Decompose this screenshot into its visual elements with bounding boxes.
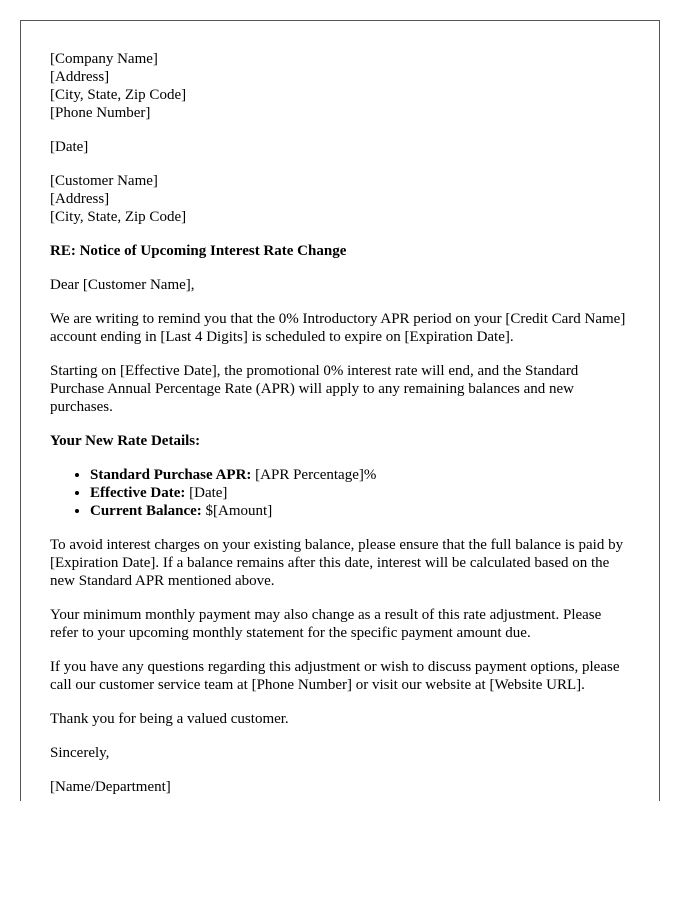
rate-details-list	[50, 466, 629, 520]
recipient-address-block	[50, 172, 629, 226]
rate-detail-item	[90, 466, 629, 484]
recipient-address: [Address]	[50, 191, 110, 207]
signature-line: [Name/Department]	[50, 779, 171, 795]
closing: Sincerely,	[50, 745, 110, 761]
paragraph-questions: If you have any questions regarding this adjustment or wish to discuss payment options, please call our customer service team at [Phone Number] or visit our website at [Website URL].	[50, 659, 620, 693]
paragraph-avoid-interest: To avoid interest charges on your existing balance, please ensure that the full balance is paid by [Expiration Date]. If a balance remains after this date, interest will be calculated based on the new Standard APR mentioned above.	[50, 537, 624, 589]
rate-detail-label: Standard Purchase APR:	[90, 467, 252, 483]
letter-date: [Date]	[50, 139, 89, 155]
subject-line: RE: Notice of Upcoming Interest Rate Change	[50, 243, 347, 259]
salutation: Dear [Customer Name],	[50, 277, 195, 293]
paragraph-intro: We are writing to remind you that the 0% Introductory APR period on your [Credit Card Name] account ending in [Last 4 Digits] is scheduled to expire on [Expiration Date].	[50, 311, 626, 345]
rate-detail-label: Effective Date:	[90, 485, 186, 501]
rate-detail-label: Current Balance:	[90, 503, 202, 519]
rate-details-title: Your New Rate Details:	[50, 433, 201, 449]
letter-content	[21, 21, 659, 796]
letter-page	[20, 20, 660, 801]
sender-company: [Company Name]	[50, 51, 158, 67]
paragraph-thanks: Thank you for being a valued customer.	[50, 711, 289, 727]
rate-detail-value: $[Amount]	[201, 503, 273, 519]
sender-city-state-zip: [City, State, Zip Code]	[50, 87, 187, 103]
recipient-city-state-zip: [City, State, Zip Code]	[50, 209, 187, 225]
paragraph-starting: Starting on [Effective Date], the promotional 0% interest rate will end, and the Standard Purchase Annual Percentage Rate (APR) will apply to any remaining balances and new purchases.	[50, 363, 579, 415]
recipient-name: [Customer Name]	[50, 173, 158, 189]
paragraph-minimum-payment: Your minimum monthly payment may also change as a result of this rate adjustment. Please refer to your upcoming monthly statement for the specific payment amount due.	[50, 607, 602, 641]
sender-phone: [Phone Number]	[50, 105, 151, 121]
rate-detail-item	[90, 484, 629, 502]
rate-detail-value: [APR Percentage]%	[251, 467, 377, 483]
sender-address-block	[50, 50, 629, 122]
rate-detail-item	[90, 502, 629, 520]
rate-detail-value: [Date]	[185, 485, 228, 501]
sender-address: [Address]	[50, 69, 110, 85]
